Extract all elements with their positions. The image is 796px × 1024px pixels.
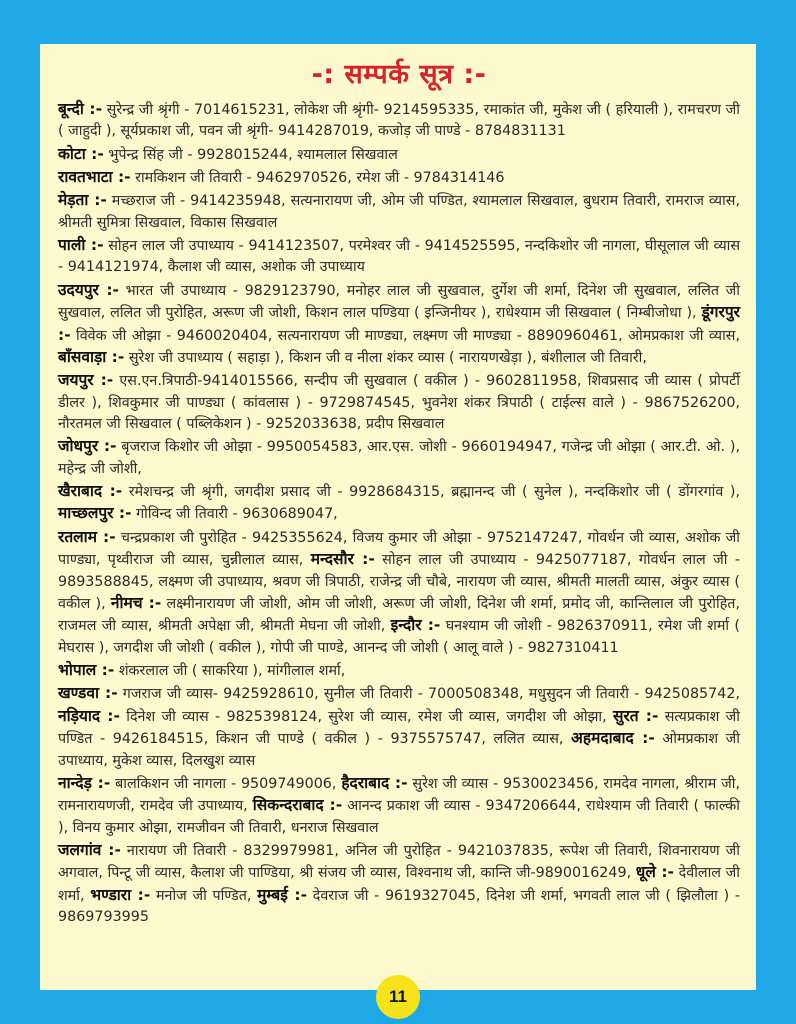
contact-text: रामकिशन जी तिवारी - 9462970526, रमेश जी - 9784314146 — [130, 170, 505, 186]
contact-text: मनोज जी पण्डित, — [150, 887, 258, 904]
contact-entry — [58, 660, 740, 682]
contact-entry — [58, 235, 740, 279]
contact-text: सुरेश जी व्यास - 9530023456, रामदेव नागला, श्रीराम जी, रामनारायणजी, रामदेव जी उपाध्याय, — [58, 775, 740, 815]
city-label: उदयपुर :- — [58, 280, 119, 299]
city-label: रतलाम :- — [58, 527, 116, 546]
city-label: कोटा :- — [58, 144, 104, 163]
contact-entry — [58, 436, 740, 480]
contact-entry — [58, 280, 740, 370]
contact-text: दिनेश जी व्यास - 9825398124, सुरेश जी व्यास, रमेश जी व्यास, जगदीश जी ओझा, — [119, 708, 613, 725]
city-label: जलगांव :- — [58, 840, 121, 859]
city-label: खैराबाद :- — [58, 482, 123, 501]
contact-entry — [58, 773, 740, 839]
contact-text: घनश्याम जी जोशी - 9826370911, रमेश जी शर्मा ( मेघरास ), जगदीश जी जोशी ( वकील ), गोपी जी पाण्डे, आनन्द जी जोशी ( आलू वाले ) - 9827310411 — [58, 618, 740, 656]
page-title: -: सम्पर्क सूत्र :- — [311, 59, 487, 90]
contact-text: सोहन लाल जी उपाध्याय - 9414123507, परमेश्वर जी - 9414525595, नन्दकिशोर जी नागला, घीसूलाल जी व्यास - 9414121974, कैलाश जी व्यास, अशोक जी उपाध्याय — [58, 238, 740, 276]
city-label: नान्देड़ :- — [58, 773, 111, 792]
city-label: भण्डारा :- — [90, 885, 151, 904]
city-label: जोधपुर :- — [58, 437, 117, 456]
contact-text: सत्यप्रकाश जी पण्डित - 9426184515, किशन जी पाण्डे ( वकील ) - 9375575747, ललित व्यास, — [58, 708, 740, 748]
content-page — [40, 44, 756, 990]
contact-text: मच्छराज जी - 9414235948, सत्यनारायण जी, ओम जी पण्डित, श्यामलाल सिखवाल, बुधराम तिवारी, रामराज व्यास, श्रीमती सुमित्रा सिखवाल, विकास सिखवाल — [58, 193, 740, 231]
contact-text: देवीलाल जी शर्मा, — [58, 865, 740, 904]
city-label: बून्दी :- — [58, 100, 103, 118]
contact-text: विवेक जी ओझा - 9460020404, सत्यनारायण जी माण्ड्या, लक्ष्मण जी माण्ड्या - 8890960461, ओमप्रकाश जी व्यास, — [70, 327, 740, 344]
city-label: हैदराबाद :- — [341, 773, 408, 792]
city-label: पाली :- — [58, 236, 104, 254]
contact-text: भुपेन्द्र सिंह जी - 9928015244, श्यामलाल सिखवाल — [103, 146, 398, 163]
contact-text: नारायण जी तिवारी - 8329979981, अनिल जी पुरोहित - 9421037835, रूपेश जी तिवारी, शिवनारायण जी अगवाल, पिन्टू जी व्यास, कैलाश जी पाण्डिया, श्री संजय जी व्यास, विश्वनाथ जी, कान्ति जी-9890016249, — [58, 842, 740, 882]
city-label: डूंगरपुर :- — [58, 303, 740, 344]
contact-entry — [58, 144, 740, 166]
contact-entry — [58, 190, 740, 234]
contact-entry — [58, 527, 740, 659]
contact-text: एस.एन.त्रिपाठी-9414015566, सन्दीप जी सुखवाल ( वकील ) - 9602811958, शिवप्रसाद जी व्यास ( प्रोपर्टी डीलर ), शिवकुमार जी पाण्ड्या ( कांवलास ) - 9729874545, भुवनेश शंकर त्रिपाठी ( टाईल्स वाले ) - 9867526200, नौरतमल जी सिखवाल ( पब्लिकेशन ) - 9252033638, प्रदीप सिखवाल — [58, 373, 740, 433]
contact-entry — [58, 840, 740, 929]
contact-text: देवराज जी - 9619327045, दिनेश जी शर्मा, भगवती लाल जी ( झिलौला ) - 9869793995 — [58, 887, 740, 926]
contact-text: बालकिशन जी नागला - 9509749006, — [110, 775, 342, 792]
city-label: बाँसवाड़ा :- — [58, 347, 125, 366]
contact-text: लक्ष्मीनारायण जी जोशी, ओम जी जोशी, अरूण जी जोशी, दिनेश जी शर्मा, प्रमोद जी, कान्तिलाल जी पुरोहित, राजमल जी व्यास, श्रीमती अपेक्षा जी, श्रीमती मेघना जी जोशी, — [58, 595, 740, 635]
contact-entry — [58, 99, 740, 143]
city-label: सुरत :- — [612, 706, 659, 725]
contact-text: चन्द्रप्रकाश जी पुरोहित - 9425355624, विजय कुमार जी ओझा - 9752147247, गोवर्धन जी व्यास, अशोक जी पाण्ड्या, पृथ्वीराज जी व्यास, चुन्नीलाल व्यास, — [58, 529, 740, 569]
city-label: नीमच :- — [110, 593, 162, 612]
contact-entry — [58, 481, 740, 526]
contact-text: भारत जी उपाध्याय - 9829123790, मनोहर लाल जी सुखवाल, दुर्गेश जी शर्मा, दिनेश जी सुखवाल, ललित जी सुखवाल, ललित जी पुरोहित, अरूण जी जोशी, किशन लाल पण्डिया ( इन्जिनीयर ), राधेश्याम जी सिखवाल ( निम्बीजोधा ), — [58, 282, 740, 322]
contact-text: गोविन्द जी तिवारी - 9630689047, — [131, 506, 338, 523]
contact-text: सुरेन्द्र जी श्रृंगी - 7014615231, लोकेश जी श्रृंगी- 9214595335, रमाकांत जी, मुकेश जी ( हरियाली ), रामचरण जी ( जाहुदी ), सूर्यप्रकाश जी, पवन जी श्रृंगी- 9414287019, कजोड़ जी पाण्डे - 8784831131 — [58, 102, 740, 140]
page-number-badge: 11 — [376, 975, 420, 1019]
city-label: धूले :- — [635, 863, 674, 882]
contact-text: बृजराज किशोर जी ओझा - 9950054583, आर.एस. जोशी - 9660194947, गजेन्द्र जी ओझा ( आर.टी. ओ. ), महेन्द्र जी जोशी, — [58, 439, 740, 477]
city-label: मुम्बई :- — [257, 885, 308, 904]
city-label: माच्छलपुर :- — [58, 504, 132, 523]
contact-list — [58, 99, 740, 929]
city-label: अहमदाबाद :- — [571, 729, 655, 748]
contact-text: गजराज जी व्यास- 9425928610, सुनील जी तिवारी - 7000508348, मधुसुदन जी तिवारी - 9425085742, — [117, 686, 740, 703]
city-label: जयपुर :- — [58, 371, 114, 390]
city-label: सिकन्दराबाद :- — [252, 796, 343, 815]
contact-text: सोहन लाल जी उपाध्याय - 9425077187, गोवर्धन लाल जी - 9893588845, लक्ष्मण जी उपाध्याय, श्रवण जी त्रिपाठी, राजेन्द्र जी चौबे, नारायण जी व्यास, श्रीमती मालती व्यास, अंकुर व्यास ( वकील ), — [58, 552, 740, 612]
contact-text: ओमप्रकाश जी उपाध्याय, मुकेश व्यास, दिलखुश व्यास — [58, 731, 740, 769]
city-label: रावतभाटा :- — [58, 168, 131, 186]
contact-entry — [58, 167, 740, 189]
city-label: नड़ियाद :- — [58, 706, 120, 725]
contact-text: सुरेश जी उपाध्याय ( सहाड़ा ), किशन जी व नीला शंकर व्यास ( नारायणखेड़ा ), बंशीलाल जी तिवारी, — [124, 349, 647, 366]
contact-text: शंकरलाल जी ( साकरिया ), मांगीलाल शर्मा, — [114, 663, 346, 680]
contact-entry — [58, 683, 740, 772]
contact-text: रमेशचन्द्र जी श्रृंगी, जगदीश प्रसाद जी - 9928684315, ब्रह्मानन्द जी ( सुनेल ), नन्दकिशोर जी ( डोंगरगांव ), — [122, 484, 740, 501]
city-label: मेड़ता :- — [58, 191, 107, 210]
contact-entry — [58, 370, 740, 435]
city-label: खण्डवा :- — [58, 684, 118, 703]
city-label: भोपाल :- — [58, 661, 115, 680]
city-label: इन्दौर :- — [390, 616, 441, 635]
contact-text: आनन्द प्रकाश जी व्यास - 9347206644, राधेश्याम जी तिवारी ( फाल्की ), विनय कुमार ओझा, रामजीवन जी तिवारी, धनराज सिखवाल — [58, 798, 740, 836]
city-label: मन्दसौर :- — [310, 550, 375, 569]
